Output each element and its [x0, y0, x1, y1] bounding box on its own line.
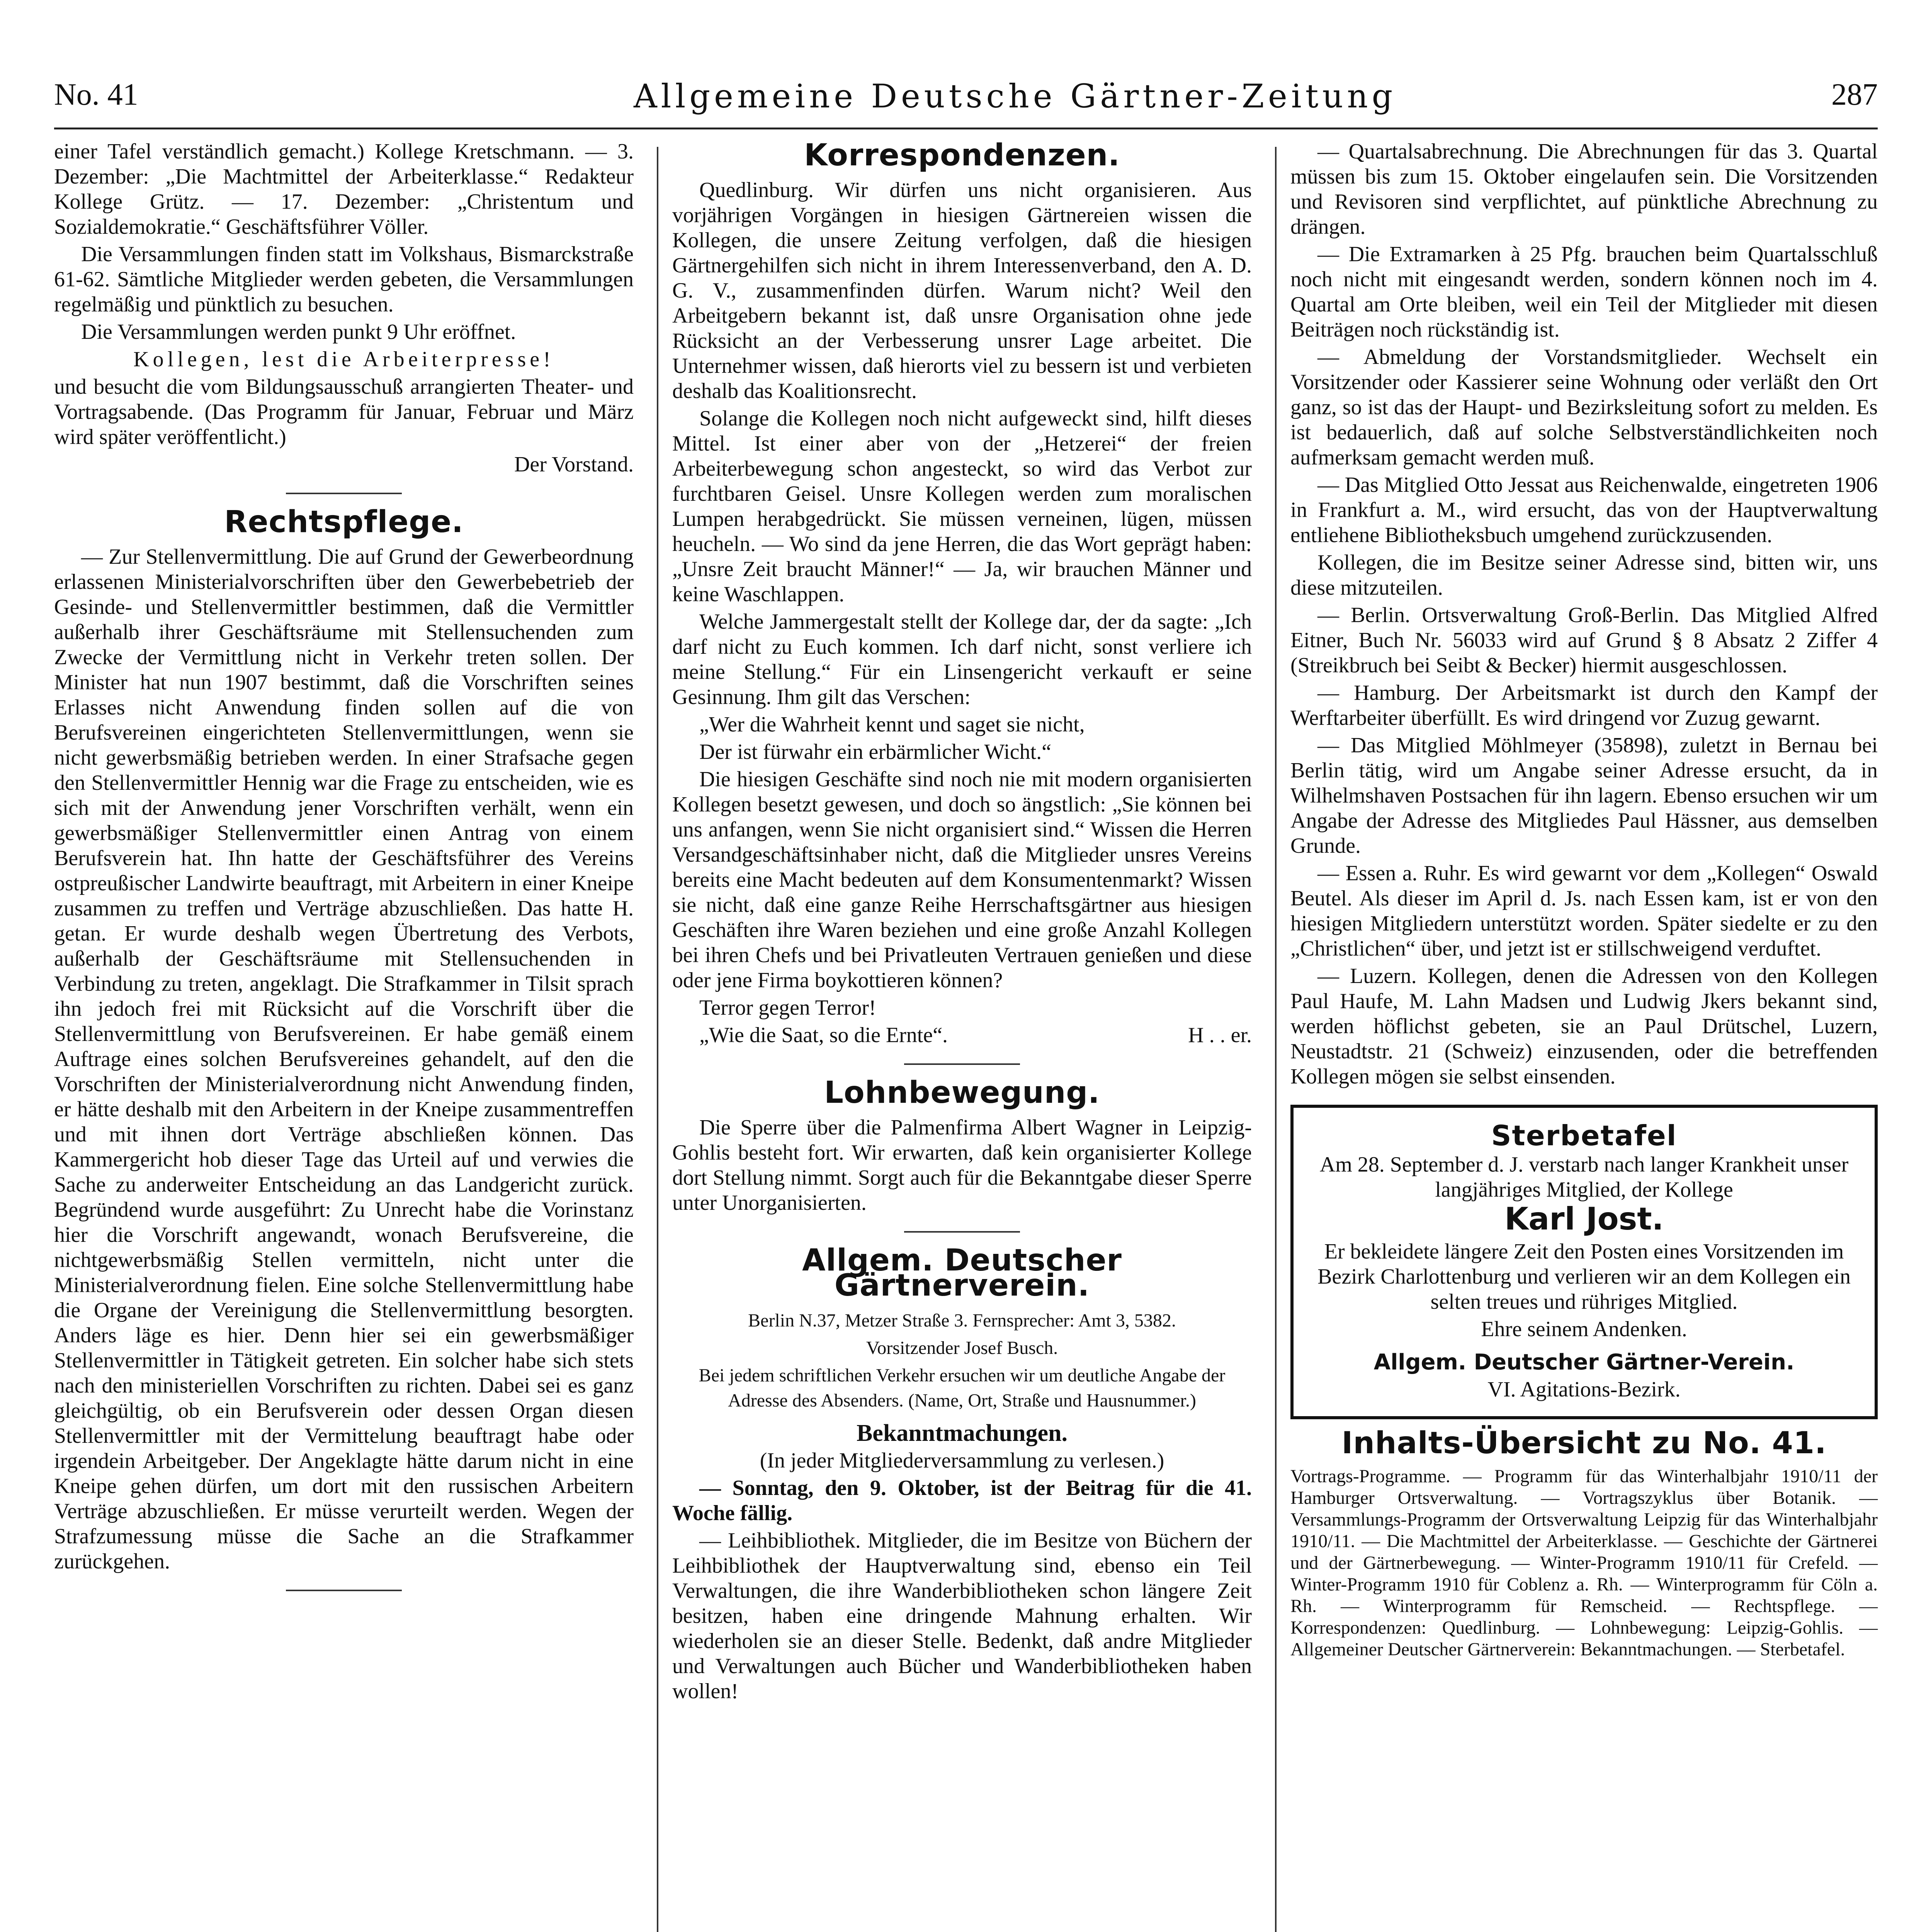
paragraph: Die Versammlungen werden punkt 9 Uhr eröffnet. [81, 320, 516, 344]
notice: Bei jedem schriftlichen Verkehr ersuchen wir um deutliche Angabe der Adresse des Absenders. (Name, Ort, Straße und Hausnummer.) [699, 1365, 1226, 1411]
paragraph: einer Tafel verständlich gemacht.) Kollege Kretschmann. — 3. Dezember: „Die Machtmittel der Arbeiterklasse.“ Redakteur Kollege Grütz. — 17. Dezember: „Christentum und Sozialdemokratie.“ Geschäftsführer Völler. [54, 139, 634, 239]
divider [286, 493, 402, 494]
column-1 [54, 139, 634, 1607]
obituary-signature-sub: VI. Agitations-Bezirk. [1487, 1378, 1681, 1401]
verse-line: „Wer die Wahrheit kennt und saget sie nicht, [699, 713, 1085, 736]
column-2 [672, 139, 1252, 1706]
section-title: Korrespondenzen. [804, 138, 1120, 173]
divider [286, 1590, 402, 1591]
subsection-subtitle: (In jeder Mitgliederversammlung zu verlesen.) [760, 1449, 1164, 1473]
paragraph: Kollegen, die im Besitze seiner Adresse sind, bitten wir, uns diese mitzuteilen. [1290, 551, 1878, 600]
signature: Der Vorstand. [514, 452, 634, 476]
paragraph: Die Versammlungen finden statt im Volkshaus, Bismarckstraße 61-62. Sämtliche Mitglieder werden gebeten, die Versammlungen regelmäßig und pünktlich zu besuchen. [54, 242, 634, 316]
paragraph: — Hamburg. Der Arbeitsmarkt ist durch den Kampf der Werftarbeiter überfüllt. Es wird dringend vor Zuzug gewarnt. [1290, 681, 1878, 730]
obituary-title: Sterbetafel [1491, 1119, 1677, 1152]
quote: „Wie die Saat, so die Ernte“. [699, 1023, 948, 1047]
table-of-contents: Vortrags-Programme. — Programm für das Winterhalbjahr 1910/11 der Hamburger Ortsverwaltung. — Vortragszyklus über Botanik. — Versammlungs-Programm der Ortsverwaltung Leipzig für das Winterhalbjahr 1910/11. — Die Machtmittel der Arbeiterklasse. — Geschichte der Gärtnerei und der Gärtnerbewegung. — Winter-Programm 1910/11 für Crefeld. — Winter-Programm 1910 für Coblenz a. Rh. — Winterprogramm für Cöln a. Rh. — Winterprogramm für Remscheid. — Rechtspflege. — Korrespondenzen: Quedlinburg. — Lohnbewegung: Leipzig-Gohlis. — Allgemeiner Deutscher Gärtnerverein: Bekanntmachungen. — Sterbetafel. [1290, 1466, 1878, 1660]
obituary-text: Er bekleidete längere Zeit den Posten eines Vorsitzenden im Bezirk Charlottenburg und verlieren wir an dem Kollegen ein selten treues und rühriges Mitglied. [1317, 1240, 1851, 1314]
obituary-text: Ehre seinem Andenken. [1481, 1317, 1687, 1341]
paragraph: Die hiesigen Geschäfte sind noch nie mit modern organisierten Kollegen besetzt gewesen, und doch so ängstlich: „Sie können bei uns anfangen, wenn Sie nicht organisiert sind.“ Wissen die Herren Versandgeschäftsinhaber nicht, daß die Mitglieder unsres Vereins bereits eine Macht bedeuten auf dem Konsumentenmarkt? Wissen sie nicht, daß eine ganze Reihe Herrschaftsgärtner aus hiesigen Geschäften ihre Waren beziehen und eine große Anzahl Kollegen bei ihren Chefs und bei Privatleuten Vertrauen genießen und diese oder jene Firma boykottieren können? [672, 767, 1252, 992]
paragraph: — Das Mitglied Otto Jessat aus Reichenwalde, eingetreten 1906 in Frankfurt a. M., wird ersucht, das von der Hauptverwaltung entliehene Bibliotheksbuch umgehend zurückzusenden. [1290, 473, 1878, 547]
newspaper-title: Allgemeine Deutsche Gärtner-Zeitung [634, 77, 1397, 115]
paragraph: — Sonntag, den 9. Oktober, ist der Beitrag für die 41. Woche fällig. [672, 1476, 1252, 1525]
issue-number: No. 41 [54, 78, 138, 112]
paragraph: Welche Jammergestalt stellt der Kollege dar, der da sagte: „Ich darf nicht zu Euch kommen. Ich darf nicht, sonst verliere ich meine Stellung.“ Für ein Linsengericht verkauft er seine Gesinnung. Ihm gilt das Verschen: [672, 610, 1252, 709]
column-3 [1290, 139, 1878, 1663]
subsection-title: Bekanntmachungen. [856, 1420, 1068, 1446]
paragraph: Die Sperre über die Palmenfirma Albert Wagner in Leipzig-Gohlis besteht fort. Wir erwarten, daß kein organisierter Kollege dort Stellung nimmt. Sorgt auch für die Bekanntgabe dieser Sperre unter Unorganisierten. [672, 1116, 1252, 1215]
obituary-name: Karl Jost. [1504, 1201, 1664, 1237]
section-title: Lohnbewegung. [824, 1075, 1100, 1110]
paragraph: — Luzern. Kollegen, denen die Adressen von den Kollegen Paul Haufe, M. Lahn Madsen und Ludwig Jkers bekannt sind, werden höflichst gebeten, sie an Paul Drütschel, Luzern, Neustadtstr. 21 (Schweiz) einzusenden, oder die betreffenden Kollegen mögen sie selbst einsenden. [1290, 964, 1878, 1088]
section-title: Rechtspflege. [224, 505, 464, 539]
signature: H . . er. [1188, 1023, 1252, 1047]
paragraph: — Berlin. Ortsverwaltung Groß-Berlin. Das Mitglied Alfred Eitner, Buch Nr. 56033 wird auf Grund § 8 Absatz 2 Ziffer 4 (Streikbruch bei Seibt & Becker) hiermit ausgeschlossen. [1290, 603, 1878, 677]
paragraph: — Die Extramarken à 25 Pfg. brauchen beim Quartalsschluß noch nicht mit eingesandt werden, sondern können noch im 4. Quartal am Orte bleiben, weil ein Teil der Mitglieder mit diesen Beiträgen noch rückständig ist. [1290, 242, 1878, 342]
paragraph: und besucht die vom Bildungsausschuß arrangierten Theater- und Vortragsabende. (Das Programm für Januar, Februar und März wird später veröffentlicht.) [54, 375, 634, 449]
header-rule [54, 128, 1878, 129]
association-chair: Vorsitzender Josef Busch. [866, 1338, 1058, 1358]
paragraph: — Abmeldung der Vorstandsmitglieder. Wechselt ein Vorsitzender oder Kassierer seine Wohnung oder verläßt den Ort ganz, so ist das der Haupt- und Bezirksleitung sofort zu melden. Es ist bedauerlich, daß auf solche Selbstverständlichkeiten noch aufmerksam gemacht werden muß. [1290, 345, 1878, 469]
divider [904, 1063, 1020, 1065]
paragraph: Terror gegen Terror! [699, 996, 876, 1020]
paragraph: — Quartalsabrechnung. Die Abrechnungen für das 3. Quartal müssen bis zum 15. Oktober eingelaufen sein. Die Vorsitzenden und Revisoren sind verpflichtet, auf pünktliche Abrechnung zu drängen. [1290, 139, 1878, 239]
section-title: Allgem. Deutscher Gärtnerverein. [802, 1243, 1122, 1303]
section-title: Inhalts-Übersicht zu No. 41. [1341, 1426, 1827, 1461]
paragraph: — Leihbibliothek. Mitglieder, die im Besitze von Büchern der Leihbibliothek der Hauptverwaltung sind, ebenso ein Teil Verwaltungen, die ihre Wanderbibliotheken schon längere Zeit besitzen, haben eine dringende Mahnung erhalten. Wir wiederholen sie an dieser Stelle. Bedenkt, daß andre Mitglieder und Verwaltungen auch Bücher und Wanderbibliotheken haben wollen! [672, 1529, 1252, 1703]
paragraph: Quedlinburg. Wir dürfen uns nicht organisieren. Aus vorjährigen Vorgängen in hiesigen Gärtnereien wissen die Kollegen, die unsere Zeitung verfolgen, daß die hiesigen Gärtnergehilfen sich nicht in ihrem Interessenverband, den A. D. G. V., zusammenfinden dürfen. Warum nicht? Weil den Arbeitgebern bekannt ist, daß unsre Organisation ohne jede Rücksicht an der Verbesserung unsrer Lage arbeitet. Die Unternehmer wissen, daß hierorts viel zu bessern ist und verbieten deshalb das Koalitionsrecht. [672, 178, 1252, 403]
paragraph [672, 1023, 1252, 1048]
divider [904, 1231, 1020, 1233]
slogan: Kollegen, lest die Arbeiterpresse! [133, 347, 554, 371]
verse-line: Der ist fürwahr ein erbärmlicher Wicht.“ [699, 740, 1051, 764]
page-number: 287 [1831, 78, 1878, 112]
obituary-signature: Allgem. Deutscher Gärtner-Verein. [1374, 1350, 1795, 1375]
paragraph: — Essen a. Ruhr. Es wird gewarnt vor dem „Kollegen“ Oswald Beutel. Als dieser im April d. Js. nach Essen kam, ist er von den hiesigen Mitgliedern unterstützt worden. Später siedelte er zu den „Christlichen“ über, und jetzt ist er stillschweigend verduftet. [1290, 861, 1878, 961]
obituary-text: Am 28. September d. J. verstarb nach langer Krankheit unser langjähriges Mitglied, der Kollege [1319, 1153, 1849, 1202]
page-header [54, 70, 1878, 124]
column-rule [657, 147, 658, 1932]
paragraph: — Das Mitglied Möhlmeyer (35898), zuletzt in Bernau bei Berlin tätig, wird um Angabe seiner Adresse ersucht, da in Wilhelmshaven Postsachen für ihn lagern. Ebenso ersuchen wir um Angabe der Adresse des Mitgliedes Paul Hässner, aus demselben Grunde. [1290, 733, 1878, 858]
obituary-box [1290, 1105, 1878, 1419]
column-rule [1275, 147, 1277, 1932]
association-address: Berlin N.37, Metzer Straße 3. Fernsprecher: Amt 3, 5382. [748, 1310, 1176, 1331]
paragraph: — Zur Stellenvermittlung. Die auf Grund der Gewerbeordnung erlassenen Ministerialvorschriften über den Gewerbebetrieb der Gesinde- und Stellenvermittler bestimmen, daß die Vermittler außerhalb ihrer Geschäftsräume mit Stellensuchenden zum Zwecke der Vermittlung nicht in Verkehr treten sollen. Der Minister hat nun 1907 bestimmt, daß die Vorschriften seines Erlasses nicht Anwendung finden sollen auf die von Berufsvereinen eingerichteten Stellenvermittlungen, wenn sie nicht gewerbsmäßig betrieben werden. In einer Strafsache gegen den Stellenvermittler Hennig war die Frage zu entscheiden, wie es sich mit der Anwendung jener Vorschriften verhält, wenn ein gewerbsmäßiger Stellenvermittler einen Antrag von einem Berufsverein hat. Ihn hatte der Geschäftsführer des Vereins ostpreußischer Landwirte beauftragt, mit Arbeitern in einer Kneipe zusammen zu treffen und Verträge abzuschließen. Das hatte H. getan. Er wurde deshalb wegen Übertretung des Verbots, außerhalb der Geschäftsräume mit Stellensuchenden in Verbindung zu treten, angeklagt. Die Strafkammer in Tilsit sprach ihn jedoch frei mit Rücksicht auf die Vorschrift über die Stellenvermittlung von Berufsvereinen. Er habe gemäß einem Auftrage eines solchen Berufsvereines gehandelt, auf den die Vorschriften der Ministerialverordnung nicht Anwendung finden, er hätte deshalb mit den Arbeitern in der Kneipe zusammentreffen und mit ihnen dort Verträge abschließen können. Das Kammergericht hob dieser Tage das Urteil auf und verwies die Sache zu anderweiter Entscheidung an das Landgericht zurück. Begründend wurde ausgeführt: Zu Unrecht habe die Vorinstanz hier die Vorschrift angewandt, wonach Berufsvereine, die nichtgewerbsmäßig Stellen vermitteln, nicht unter die Ministerialverordnung fielen. Eine solche Stellenvermittlung habe die Organe der Vereinigung die Stellenvermittlung besorgten. Anders läge es hier. Denn hier sei ein gewerbsmäßiger Stellenvermittler in Tätigkeit getreten. Ein solcher habe sich stets nach den ministeriellen Vorschriften zu richten. Dabei sei es ganz gleichgültig, ob ein Berufsverein oder dessen Organ diesen Stellenvermittler mit der Vermittelung beauftragt habe oder irgendein Arbeitgeber. Der Angeklagte hätte darum nicht in eine Kneipe gehen dürfen, um dort mit den russischen Arbeitern Verträge abzuschließen. Er müsse verurteilt werden. Wegen der Strafzumessung müsse die Sache an die Strafkammer zurückgehen. [54, 545, 634, 1573]
paragraph: Solange die Kollegen noch nicht aufgeweckt sind, hilft dieses Mittel. Ist einer aber von der „Hetzerei“ der freien Arbeiterbewegung schon angesteckt, so wird das Verbot zur furchtbaren Geisel. Unsre Kollegen werden zum moralischen Lumpen herabgedrückt. Sie müssen verneinen, lügen, müssen heucheln. — Wo sind da jene Herren, die das Wort geprägt haben: „Unsre Zeit braucht Männer!“ — Ja, wir brauchen Männer und keine Waschlappen. [672, 406, 1252, 606]
